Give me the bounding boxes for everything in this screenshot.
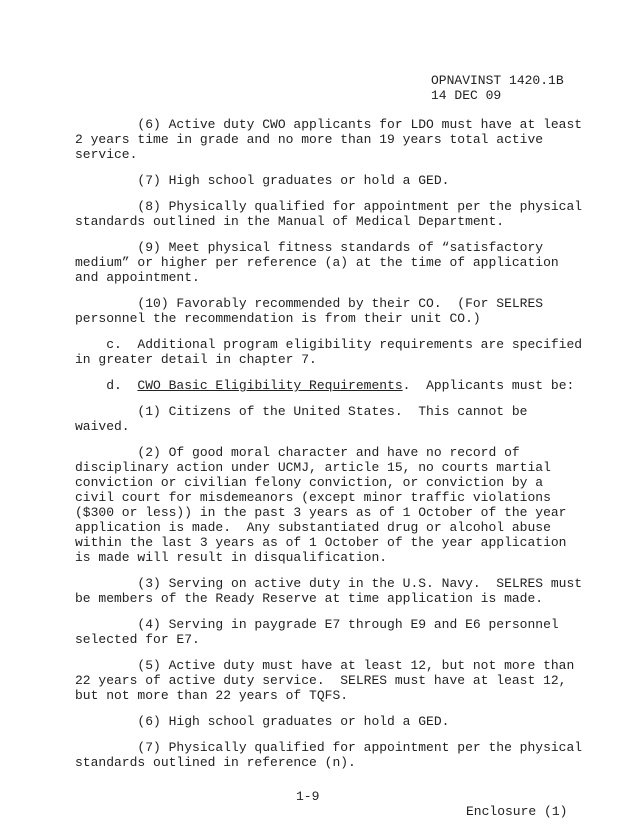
- paragraph-b6: (6) Active duty CWO applicants for LDO must have at least 2 years time in grade and no more than 19 years total active service.: [75, 117, 583, 162]
- instruction-number: OPNAVINST 1420.1B: [431, 73, 564, 88]
- paragraph-c: c. Additional program eligibility requirements are specified in greater detail in chapter 7.: [75, 337, 583, 367]
- paragraph-b9: (9) Meet physical fitness standards of “satisfactory medium” or higher per reference (a) at the time of application and appointment.: [75, 240, 559, 285]
- paragraph-d7: (7) Physically qualified for appointment per the physical standards outlined in reference (n).: [75, 740, 583, 770]
- paragraph-b10: (10) Favorably recommended by their CO. (For SELRES personnel the recommendation is from their unit CO.): [75, 296, 544, 326]
- page-footer: [0, 774, 638, 834]
- page-number: 1-9: [296, 789, 320, 804]
- enclosure-label: Enclosure (1): [466, 804, 568, 819]
- paragraph-d5: (5) Active duty must have at least 12, but not more than 22 years of active duty service. SELRES must have at least 12, but not more than 22 years of TQFS.: [75, 658, 575, 703]
- paragraph-b7: (7) High school graduates or hold a GED.: [75, 173, 450, 188]
- section-d-prefix: d.: [75, 378, 138, 393]
- paragraph-d2: (2) Of good moral character and have no record of disciplinary action under UCMJ, article 15, no courts martial conviction or civilian felony conviction, or conviction by a civil court for misdemeanors (except minor traffic violations ($300 or less)) in the past 3 years as of 1 October of the year application is made. Any substantiated drug or alcohol abuse within the last 3 years as of 1 October of the year application is made will result in disqualification.: [75, 445, 567, 565]
- paragraph-b8: (8) Physically qualified for appointment per the physical standards outlined in the Manual of Medical Department.: [75, 199, 583, 229]
- section-d-suffix: . Applicants must be:: [402, 378, 575, 393]
- instruction-date: 14 DEC 09: [431, 88, 502, 103]
- paragraph-d4: (4) Serving in paygrade E7 through E9 and E6 personnel selected for E7.: [75, 617, 559, 647]
- paragraph-d3: (3) Serving on active duty in the U.S. Navy. SELRES must be members of the Ready Reserve at time application is made.: [75, 576, 583, 606]
- paragraph-d6: (6) High school graduates or hold a GED.: [75, 714, 450, 729]
- document-body: [75, 117, 583, 781]
- section-d-heading: [75, 378, 575, 393]
- page-header: [431, 73, 564, 103]
- section-d-title: CWO Basic Eligibility Requirements: [137, 378, 403, 393]
- paragraph-d1: (1) Citizens of the United States. This cannot be waived.: [75, 404, 528, 434]
